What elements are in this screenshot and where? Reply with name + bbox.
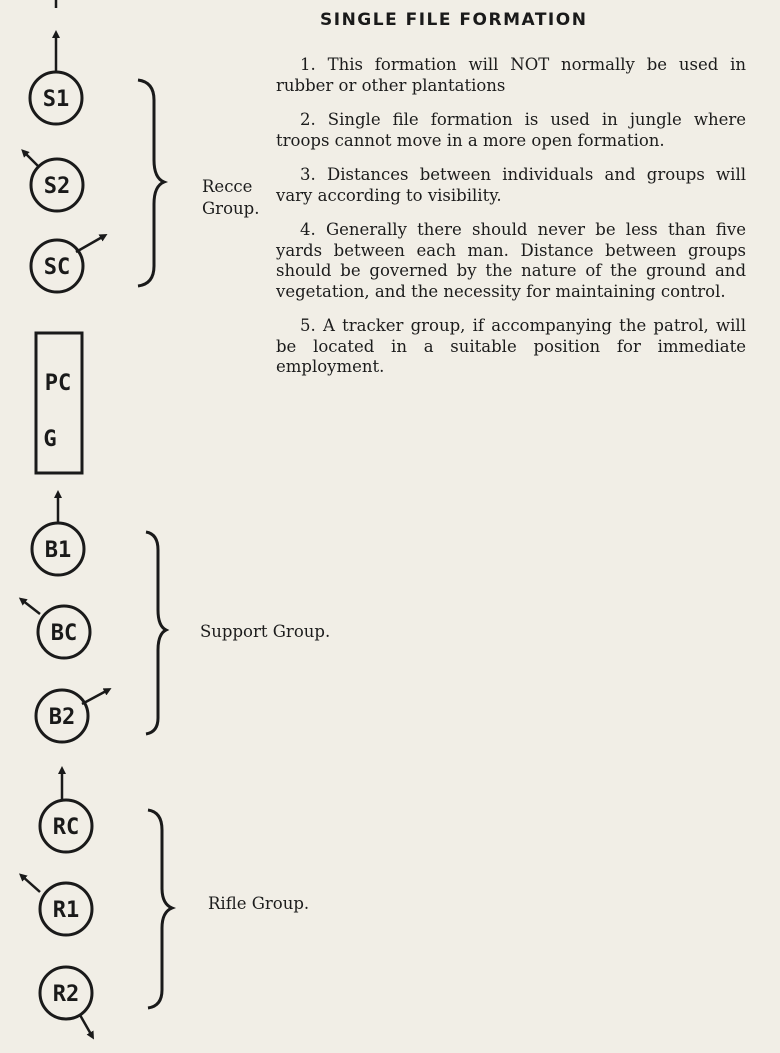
b2-direction-arrow bbox=[82, 690, 108, 704]
hq-box bbox=[36, 333, 82, 473]
man-b1 bbox=[32, 494, 84, 575]
recce-group-label-line2: Group. bbox=[202, 199, 260, 218]
man-sc bbox=[31, 236, 104, 292]
man-r1 bbox=[22, 876, 92, 935]
man-r2 bbox=[40, 967, 92, 1036]
r1-label: R1 bbox=[52, 898, 80, 923]
hq-box-frame bbox=[36, 333, 82, 473]
r2-direction-arrow bbox=[80, 1015, 92, 1036]
hq-box-line1: PC bbox=[44, 371, 72, 396]
man-s1 bbox=[30, 34, 82, 124]
s2-direction-arrow bbox=[24, 152, 38, 166]
s2-label: S2 bbox=[43, 174, 71, 199]
instructions bbox=[276, 55, 746, 392]
support-group-brace bbox=[146, 532, 166, 734]
man-bc bbox=[22, 600, 90, 658]
paragraph-1: 1. This formation will NOT normally be used in rubber or other plantations bbox=[276, 55, 746, 95]
sc-direction-arrow bbox=[76, 236, 104, 252]
man-s2 bbox=[24, 152, 83, 211]
paragraph-2: 2. Single file formation is used in jungle where troops cannot move in a more open formation. bbox=[276, 110, 746, 150]
b1-label: B1 bbox=[44, 538, 72, 563]
rifle-group-brace bbox=[148, 810, 172, 1008]
recce-group-label-line1: Recce bbox=[202, 177, 253, 196]
recce-group-brace bbox=[138, 80, 164, 286]
man-rc bbox=[40, 770, 92, 852]
sc-label: SC bbox=[43, 255, 71, 280]
paragraph-3: 3. Distances between individuals and groups will vary according to visibility. bbox=[276, 165, 746, 205]
s1-label: S1 bbox=[42, 87, 70, 112]
bc-label: BC bbox=[50, 621, 78, 646]
hq-box-line2: G bbox=[43, 427, 57, 452]
rifle-group-label: Rifle Group. bbox=[208, 894, 310, 913]
page-title: SINGLE FILE FORMATION bbox=[320, 10, 588, 30]
bc-direction-arrow bbox=[22, 600, 40, 614]
paragraph-5: 5. A tracker group, if accompanying the patrol, will be located in a suitable position for immediate employment. bbox=[276, 316, 746, 376]
r2-label: R2 bbox=[52, 982, 80, 1007]
b2-label: B2 bbox=[48, 705, 76, 730]
rc-label: RC bbox=[52, 815, 80, 840]
man-b2 bbox=[36, 690, 108, 742]
r1-direction-arrow bbox=[22, 876, 40, 892]
support-group-label: Support Group. bbox=[200, 622, 331, 641]
paragraph-4: 4. Generally there should never be less than five yards between each man. Distance between groups should be governed by the nature of the ground and vegetation, and the necessity for maintaining control. bbox=[276, 220, 746, 301]
